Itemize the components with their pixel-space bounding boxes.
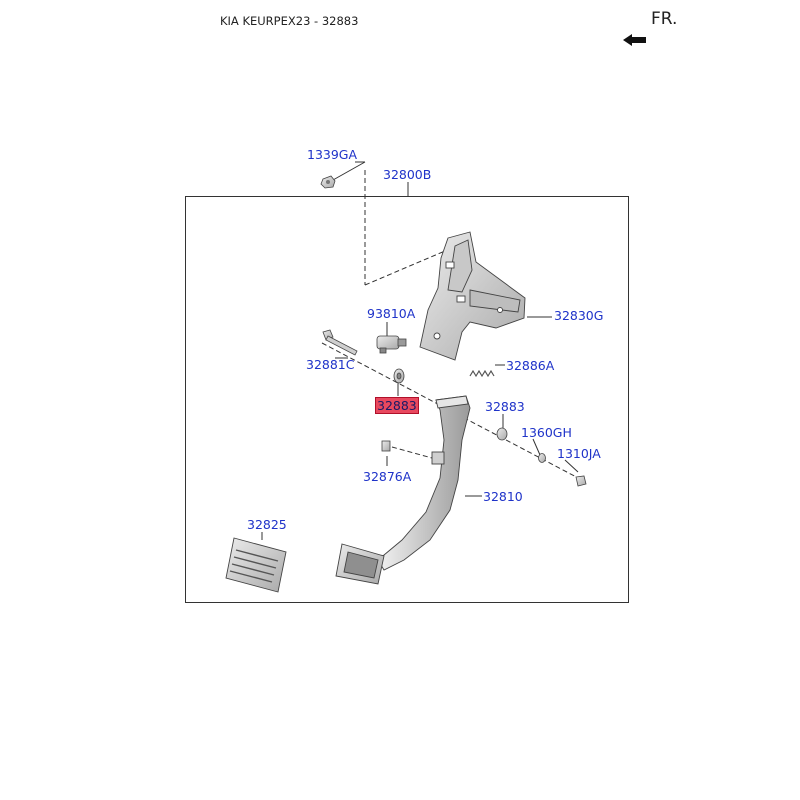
part-32881C-bolt (323, 330, 357, 355)
page-title: KIA KEURPEX23 - 32883 (220, 14, 359, 28)
part-1360GH-nut (539, 454, 546, 463)
leader-lines (262, 162, 578, 540)
part-32876A-stopper (382, 441, 390, 451)
label-32883-selected[interactable]: 32883 (377, 398, 417, 413)
part-1310JA-nut (576, 476, 586, 486)
label-32876A[interactable]: 32876A (363, 469, 412, 484)
label-32883[interactable]: 32883 (485, 399, 525, 414)
label-32881C[interactable]: 32881C (306, 357, 355, 372)
part-1339GA-nut (321, 176, 335, 188)
part-32883-bushing-selected (394, 369, 404, 383)
front-direction-label: FR. (651, 9, 678, 29)
part-32886A-spring (470, 371, 494, 376)
label-93810A[interactable]: 93810A (367, 306, 416, 321)
part-32825-pedal-pad (226, 538, 286, 592)
label-1339GA[interactable]: 1339GA (307, 147, 358, 162)
label-32810[interactable]: 32810 (483, 489, 523, 504)
label-32830G[interactable]: 32830G (554, 308, 604, 323)
part-32810-pedal-arm (336, 396, 470, 584)
part-32883-bushing (497, 428, 507, 440)
label-1310JA[interactable]: 1310JA (557, 446, 601, 461)
label-32886A[interactable]: 32886A (506, 358, 555, 373)
label-32825[interactable]: 32825 (247, 517, 287, 532)
label-1360GH[interactable]: 1360GH (521, 425, 572, 440)
label-32800B[interactable]: 32800B (383, 167, 432, 182)
part-93810A-switch (377, 336, 406, 353)
part-32830G-bracket (420, 232, 525, 360)
